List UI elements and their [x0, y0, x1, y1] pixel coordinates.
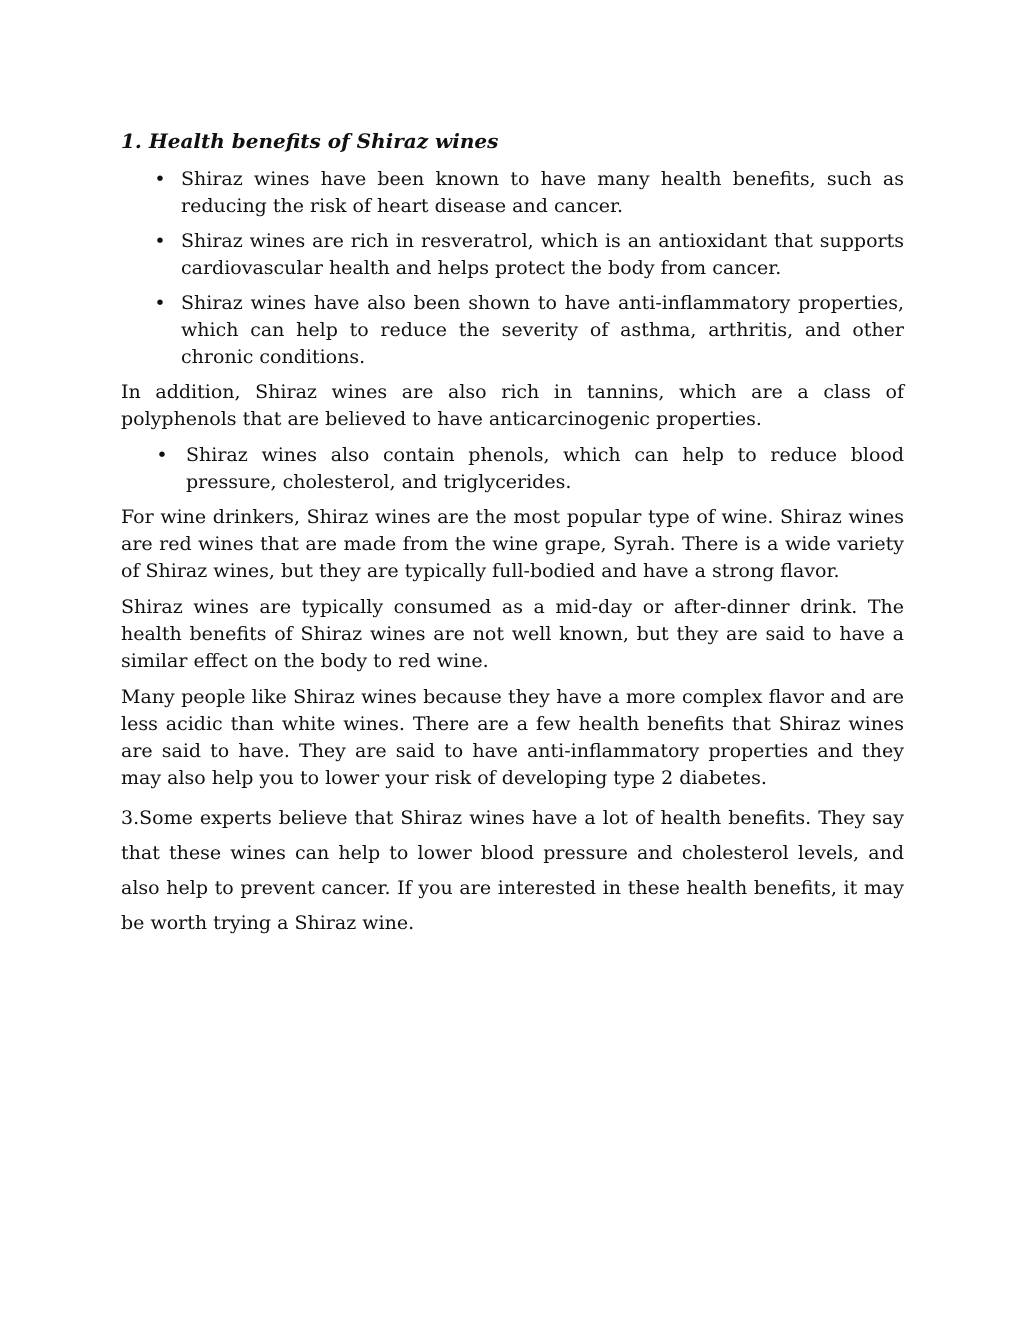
- paragraph-wine-drinkers: For wine drinkers, Shiraz wines are the most popular type of wine. Shiraz wines are red wines that are made from the wine grape, Syrah. There is a wide variety of Shiraz wines, but they are typically full-bodied and have a strong flavor.: [121, 506, 904, 582]
- bullet-item: [121, 228, 904, 282]
- paragraph-complex-flavor: Many people like Shiraz wines because they have a more complex flavor and are less acidic than white wines. There are a few health benefits that Shiraz wines are said to have. They are said to have anti-inflammatory properties and they may also help you to lower your risk of developing type 2 diabetes.: [121, 686, 904, 789]
- paragraph-experts: 3.Some experts believe that Shiraz wines have a lot of health benefits. They say that these wines can help to lower blood pressure and cholesterol levels, and also help to prevent cancer. If you are interested in these health benefits, it may be worth trying a Shiraz wine.: [121, 807, 904, 934]
- paragraph-consumption: Shiraz wines are typically consumed as a mid-day or after-dinner drink. The health benefits of Shiraz wines are not well known, but they are said to have a similar effect on the body to red wine.: [121, 596, 904, 672]
- bullet-text: Shiraz wines have also been shown to have anti-inflammatory properties, which can help to reduce the severity of asthma, arthritis, and other chronic conditions.: [181, 292, 904, 368]
- bullet-icon: •: [156, 444, 168, 466]
- bullet-item: [121, 290, 904, 371]
- benefits-bullet-list: [121, 166, 904, 371]
- bullet-item: [121, 442, 904, 496]
- bullet-text: Shiraz wines are rich in resveratrol, which is an antioxidant that supports cardiovascular health and helps protect the body from cancer.: [181, 230, 904, 279]
- bullet-item: [121, 166, 904, 220]
- bullet-text: Shiraz wines also contain phenols, which can help to reduce blood pressure, cholesterol, and triglycerides.: [186, 444, 904, 493]
- bullet-icon: •: [154, 230, 166, 252]
- paragraph-tannins: In addition, Shiraz wines are also rich in tannins, which are a class of polyphenols that are believed to have anticarcinogenic properties.: [121, 381, 904, 430]
- bullet-icon: •: [154, 168, 166, 190]
- section-heading: 1. Health benefits of Shiraz wines: [121, 129, 499, 153]
- bullet-icon: •: [154, 292, 166, 314]
- document-page: [121, 128, 904, 950]
- bullet-text: Shiraz wines have been known to have many health benefits, such as reducing the risk of heart disease and cancer.: [181, 168, 904, 217]
- phenols-bullet-list: [121, 442, 904, 496]
